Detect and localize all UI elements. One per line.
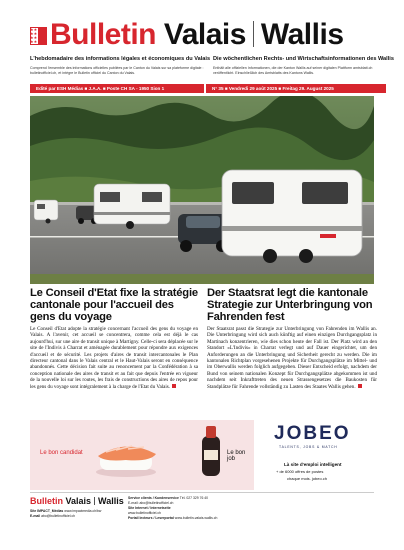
jobeo-tagline: TALENTS, JOBS & MATCH xyxy=(279,445,338,449)
footer-impact-link[interactable]: www.impactmedia.ch/bw xyxy=(64,509,102,513)
footer-portal-label: Portail lecteurs / Leserportal xyxy=(128,516,174,520)
ad-label-candidate: Le bon candidat xyxy=(40,450,83,456)
end-mark-icon xyxy=(172,384,176,388)
footer-site[interactable]: www.bulletinofficiel.ch xyxy=(128,511,161,515)
edition-bar-de: N° 35 ■ Vendredi 29 août 2025 ■ Freitag 29. August 2025 xyxy=(206,84,386,93)
footer-email[interactable]: E-mail: abo@bulletinofficiel.ch xyxy=(128,501,174,505)
footer-brand-bulletin: Bulletin xyxy=(30,496,63,506)
intro-fr: Comprend l'ensemble des informations officielles publiées par le Canton du Valais sur sa plateforme digitale : bulletinofficiel.ch, et intègre le Bulletin officiel du Canton du Valais. xyxy=(30,66,204,75)
article-text-fr: Le Conseil d'Etat adopte la stratégie concernant l'accueil des gens du voyage en Valais. A l'avenir, cet accueil se concentrera, comme cela est déjà le cas aujourd'hui, sur une aire de transit unique à Martigny. Celle-ci sera déplacée sur le site de l'Indivis à Charrat et aménagée durablement pour répondre aux exigences d'accueil et de sécurité. Les projets d'aires de transit intercantonales le Plan directeur cantonal dans le Valais central et le Haut-Valais seront en conséquence abandonnés. Cette décision fait suite au renoncement par la Confédération à sa conception nationale des aires de transit et au fait que depuis l'entrée en vigueur de la nouvelle loi sur les routes, les frais de constructions des aires de repos pour les gens du voyage sont intégralement à la charge de l'Etat du Valais. xyxy=(30,326,198,390)
cover-photo-caravans xyxy=(30,96,374,284)
footer-service xyxy=(128,496,208,500)
ad-left-panel xyxy=(30,420,254,490)
jobeo-cta-title: Là site d'emploi intelligent xyxy=(284,462,342,467)
jobeo-logo[interactable]: JOBEO xyxy=(274,423,351,444)
footer-brand-wallis: Wallis xyxy=(98,496,124,506)
footer-mail-link[interactable]: abo@bulletinofficiel.ch xyxy=(41,514,76,518)
footer-brand-divider xyxy=(94,497,95,505)
brand-word-wallis: Wallis xyxy=(260,18,344,51)
headline-fr[interactable]: Le Conseil d'Etat fixe la stratégie cantonale pour l'accueil des gens du voyage xyxy=(30,287,198,323)
article-text-de: Der Staatsrat passt die Strategie zur Unterbringung von Fahrenden im Wallis an. Die Unterbringung wird sich auch künftig auf einen einzigen Durchgangsplatz in Martinach konzentrieren, wie dies schon heute der Fall ist. Der Platz wird an den Standort «L'Indivis» in Charrat verlegt und auf Dauer eingerichtet, um den Anforderungen an die Unterbringung und Sicherheit gerecht zu werden. Die im kantonalen Richtplan vorgesehenen Projekte für Durchgangsplätze im Mittel- und im Oberwallis werden folglich aufgegeben. Dieser Entscheid erfolgt, nachdem der Bund von seinem nationalen Konzept für Durchgangsplätze abgekommen ist und nachdem seit Inkrafttreten des neuen Strassengesetzes die Baukosten für Standplätze für Fahrende vollständig zu Lasten des Staates Wallis gehen. xyxy=(207,326,377,390)
ad-right-panel xyxy=(254,420,374,490)
footer-impact-label: Site IMPACT_Médias xyxy=(30,509,64,513)
footer-site-label-text: Site Internet / Internetseite xyxy=(128,506,171,510)
jobeo-ad-banner[interactable] xyxy=(30,420,374,490)
end-mark-icon xyxy=(358,384,362,388)
article-body-fr xyxy=(30,326,198,390)
footer-site-label xyxy=(128,506,171,510)
brand-divider xyxy=(253,21,254,47)
intro-de: Enthält alle offiziellen Informationen, die der Kanton Wallis auf seiner digitalen Plattform amtsblatt.ch veröffentlicht. Einschließlich des Amtsblatts des Kantons Wallis. xyxy=(213,66,373,75)
subtitle-de: Die wöchentlichen Rechts- und Wirtschaftsinformationen des Wallis xyxy=(213,56,394,62)
jobeo-cta-line3[interactable]: chaque mois. jobeo.ch xyxy=(287,476,328,481)
footer-mail xyxy=(30,514,75,518)
footer-impact xyxy=(30,509,101,513)
brand-logo[interactable] xyxy=(50,18,344,52)
subtitle-fr: L'hebdomadaire des informations légales et économiques du Valais xyxy=(30,56,211,62)
jobeo-cta-line2: + de 6000 offres de postes xyxy=(276,469,324,474)
edition-bar-fr: Edité par ESH Médias ■ J.A.A. ■ Poste CH SA - 1950 Sion 1 xyxy=(30,84,204,93)
brand-word-bulletin: Bulletin xyxy=(50,18,156,51)
headline-de[interactable]: Der Staatsrat legt die kantonale Strategie zur Unterbringung von Fahrenden fest xyxy=(207,287,373,323)
article-body-de xyxy=(207,326,377,390)
footer-portal-link[interactable]: www.bulletin-valais-wallis.ch xyxy=(174,516,218,520)
footer-brand[interactable] xyxy=(30,496,124,506)
footer-tel[interactable]: Tél. 027 329 76 40 xyxy=(179,496,209,500)
footer-brand-valais: Valais xyxy=(65,496,92,506)
valais-crest-icon: ★★ ★★ ★★ ★★ xyxy=(30,27,47,45)
footer-portal xyxy=(128,516,217,520)
ad-label-job: Le bon job xyxy=(227,450,246,462)
footer-service-label: Service clients / Kundenservice xyxy=(128,496,179,500)
footer-mail-label: E-mail xyxy=(30,514,41,518)
masthead xyxy=(0,0,404,78)
brand-word-valais: Valais xyxy=(163,18,246,51)
footer xyxy=(30,492,374,522)
